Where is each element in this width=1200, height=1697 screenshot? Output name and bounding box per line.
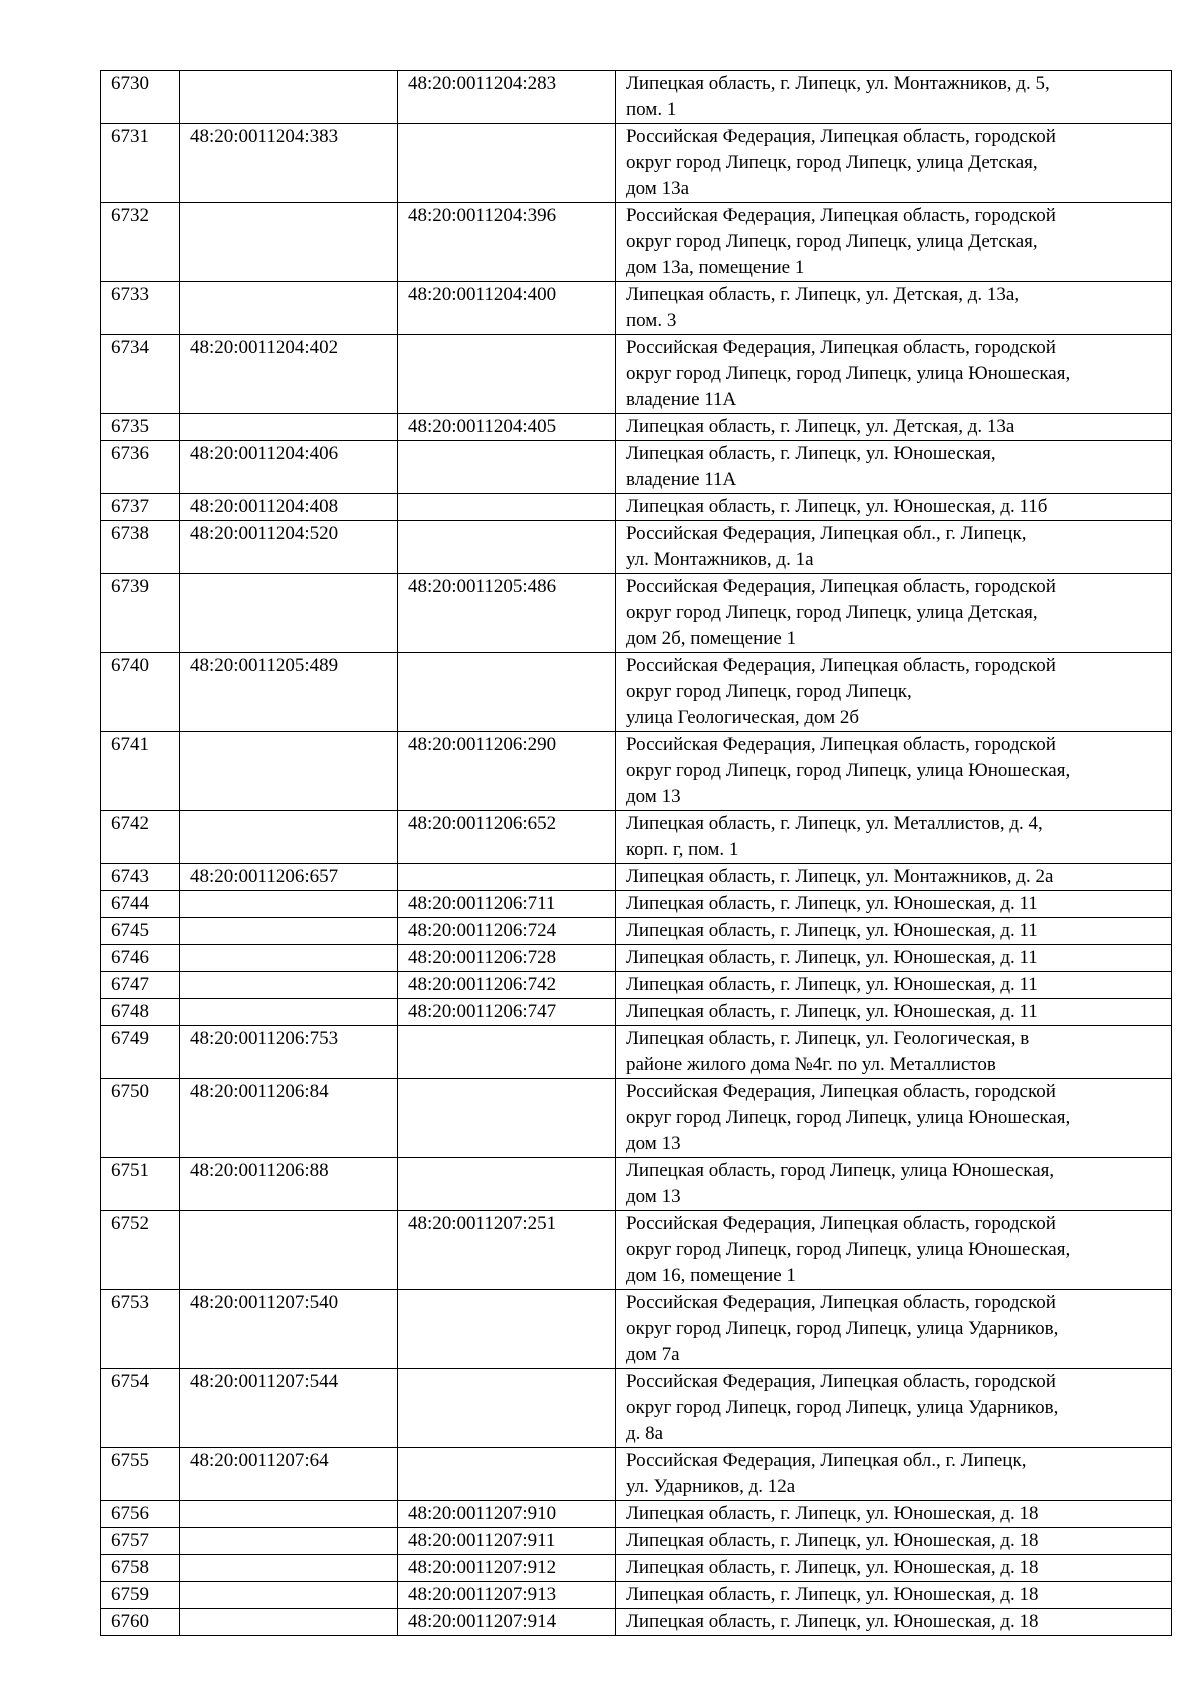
address-cell: Липецкая область, город Липецк, улица Юношеская, дом 13 (616, 1158, 1172, 1211)
row-number-cell: 6748 (101, 999, 180, 1026)
address-cell: Российская Федерация, Липецкая область, городской округ город Липецк, город Липецк, улица Геологическая, дом 2б (616, 653, 1172, 732)
row-number-cell: 6730 (101, 71, 180, 124)
object-cadastral-number-cell: 48:20:0011207:913 (398, 1582, 616, 1609)
land-cadastral-number-cell: 48:20:0011204:402 (180, 335, 398, 414)
table-row (101, 1609, 1172, 1636)
row-number-cell: 6758 (101, 1555, 180, 1582)
land-cadastral-number-cell (180, 414, 398, 441)
table-row (101, 494, 1172, 521)
row-number-cell: 6755 (101, 1448, 180, 1501)
object-cadastral-number-cell (398, 1158, 616, 1211)
row-number-cell: 6736 (101, 441, 180, 494)
object-cadastral-number-cell (398, 494, 616, 521)
table-row (101, 653, 1172, 732)
object-cadastral-number-cell: 48:20:0011206:742 (398, 972, 616, 999)
address-cell: Липецкая область, г. Липецк, ул. Юношеская, д. 18 (616, 1555, 1172, 1582)
land-cadastral-number-cell (180, 945, 398, 972)
row-number-cell: 6735 (101, 414, 180, 441)
land-cadastral-number-cell: 48:20:0011207:544 (180, 1369, 398, 1448)
row-number-cell: 6747 (101, 972, 180, 999)
address-cell: Липецкая область, г. Липецк, ул. Металлистов, д. 4, корп. г, пом. 1 (616, 811, 1172, 864)
table-row (101, 864, 1172, 891)
row-number-cell: 6731 (101, 124, 180, 203)
land-cadastral-number-cell (180, 1555, 398, 1582)
address-cell: Российская Федерация, Липецкая область, городской округ город Липецк, город Липецк, улица Юношеская, дом 13 (616, 732, 1172, 811)
object-cadastral-number-cell: 48:20:0011207:911 (398, 1528, 616, 1555)
object-cadastral-number-cell: 48:20:0011206:724 (398, 918, 616, 945)
row-number-cell: 6753 (101, 1290, 180, 1369)
land-cadastral-number-cell (180, 918, 398, 945)
land-cadastral-number-cell: 48:20:0011206:657 (180, 864, 398, 891)
land-cadastral-number-cell (180, 1211, 398, 1290)
object-cadastral-number-cell (398, 1079, 616, 1158)
address-cell: Российская Федерация, Липецкая область, городской округ город Липецк, город Липецк, улица Детская, дом 2б, помещение 1 (616, 574, 1172, 653)
row-number-cell: 6732 (101, 203, 180, 282)
row-number-cell: 6760 (101, 1609, 180, 1636)
row-number-cell: 6733 (101, 282, 180, 335)
object-cadastral-number-cell: 48:20:0011206:711 (398, 891, 616, 918)
row-number-cell: 6745 (101, 918, 180, 945)
row-number-cell: 6737 (101, 494, 180, 521)
land-cadastral-number-cell: 48:20:0011206:88 (180, 1158, 398, 1211)
object-cadastral-number-cell: 48:20:0011205:486 (398, 574, 616, 653)
land-cadastral-number-cell: 48:20:0011204:520 (180, 521, 398, 574)
land-cadastral-number-cell (180, 891, 398, 918)
land-cadastral-number-cell (180, 972, 398, 999)
land-cadastral-number-cell: 48:20:0011207:64 (180, 1448, 398, 1501)
land-cadastral-number-cell (180, 1609, 398, 1636)
object-cadastral-number-cell (398, 1026, 616, 1079)
address-cell: Липецкая область, г. Липецк, ул. Юношеская, д. 18 (616, 1528, 1172, 1555)
registry-table-body (101, 71, 1172, 1636)
row-number-cell: 6738 (101, 521, 180, 574)
table-row (101, 972, 1172, 999)
row-number-cell: 6756 (101, 1501, 180, 1528)
land-cadastral-number-cell (180, 1528, 398, 1555)
address-cell: Российская Федерация, Липецкая обл., г. Липецк, ул. Монтажников, д. 1а (616, 521, 1172, 574)
address-cell: Липецкая область, г. Липецк, ул. Юношеская, д. 11 (616, 999, 1172, 1026)
object-cadastral-number-cell (398, 864, 616, 891)
address-cell: Липецкая область, г. Липецк, ул. Юношеская, д. 11 (616, 891, 1172, 918)
object-cadastral-number-cell: 48:20:0011206:728 (398, 945, 616, 972)
object-cadastral-number-cell (398, 335, 616, 414)
address-cell: Российская Федерация, Липецкая область, городской округ город Липецк, город Липецк, улица Ударников, д. 8а (616, 1369, 1172, 1448)
row-number-cell: 6751 (101, 1158, 180, 1211)
land-cadastral-number-cell (180, 999, 398, 1026)
land-cadastral-number-cell: 48:20:0011204:383 (180, 124, 398, 203)
land-cadastral-number-cell (180, 1582, 398, 1609)
land-cadastral-number-cell (180, 203, 398, 282)
table-row (101, 1501, 1172, 1528)
object-cadastral-number-cell: 48:20:0011204:400 (398, 282, 616, 335)
row-number-cell: 6759 (101, 1582, 180, 1609)
object-cadastral-number-cell (398, 521, 616, 574)
table-row (101, 335, 1172, 414)
table-row (101, 811, 1172, 864)
land-cadastral-number-cell (180, 71, 398, 124)
address-cell: Липецкая область, г. Липецк, ул. Детская, д. 13а, пом. 3 (616, 282, 1172, 335)
land-cadastral-number-cell (180, 1501, 398, 1528)
address-cell: Липецкая область, г. Липецк, ул. Юношеская, владение 11А (616, 441, 1172, 494)
object-cadastral-number-cell (398, 1369, 616, 1448)
table-row (101, 1528, 1172, 1555)
address-cell: Липецкая область, г. Липецк, ул. Монтажников, д. 5, пом. 1 (616, 71, 1172, 124)
row-number-cell: 6739 (101, 574, 180, 653)
row-number-cell: 6734 (101, 335, 180, 414)
table-row (101, 918, 1172, 945)
object-cadastral-number-cell (398, 1448, 616, 1501)
address-cell: Липецкая область, г. Липецк, ул. Монтажников, д. 2а (616, 864, 1172, 891)
table-row (101, 999, 1172, 1026)
table-row (101, 124, 1172, 203)
row-number-cell: 6743 (101, 864, 180, 891)
land-cadastral-number-cell: 48:20:0011204:408 (180, 494, 398, 521)
row-number-cell: 6744 (101, 891, 180, 918)
row-number-cell: 6742 (101, 811, 180, 864)
table-row (101, 574, 1172, 653)
table-row (101, 441, 1172, 494)
land-cadastral-number-cell (180, 732, 398, 811)
table-row (101, 1555, 1172, 1582)
table-row (101, 1026, 1172, 1079)
row-number-cell: 6757 (101, 1528, 180, 1555)
table-row (101, 945, 1172, 972)
object-cadastral-number-cell: 48:20:0011206:652 (398, 811, 616, 864)
land-cadastral-number-cell (180, 811, 398, 864)
address-cell: Липецкая область, г. Липецк, ул. Юношеская, д. 11 (616, 918, 1172, 945)
address-cell: Липецкая область, г. Липецк, ул. Юношеская, д. 11 (616, 972, 1172, 999)
land-cadastral-number-cell: 48:20:0011206:84 (180, 1079, 398, 1158)
object-cadastral-number-cell: 48:20:0011204:283 (398, 71, 616, 124)
row-number-cell: 6749 (101, 1026, 180, 1079)
object-cadastral-number-cell: 48:20:0011207:910 (398, 1501, 616, 1528)
row-number-cell: 6746 (101, 945, 180, 972)
table-row (101, 71, 1172, 124)
address-cell: Липецкая область, г. Липецк, ул. Геологическая, в районе жилого дома №4г. по ул. Металлистов (616, 1026, 1172, 1079)
row-number-cell: 6752 (101, 1211, 180, 1290)
table-row (101, 1369, 1172, 1448)
table-row (101, 1079, 1172, 1158)
table-row (101, 203, 1172, 282)
table-row (101, 1448, 1172, 1501)
object-cadastral-number-cell: 48:20:0011204:396 (398, 203, 616, 282)
object-cadastral-number-cell: 48:20:0011207:914 (398, 1609, 616, 1636)
address-cell: Липецкая область, г. Липецк, ул. Юношеская, д. 11б (616, 494, 1172, 521)
table-row (101, 1582, 1172, 1609)
object-cadastral-number-cell: 48:20:0011207:251 (398, 1211, 616, 1290)
row-number-cell: 6740 (101, 653, 180, 732)
object-cadastral-number-cell: 48:20:0011206:290 (398, 732, 616, 811)
object-cadastral-number-cell: 48:20:0011206:747 (398, 999, 616, 1026)
land-cadastral-number-cell: 48:20:0011205:489 (180, 653, 398, 732)
address-cell: Российская Федерация, Липецкая область, городской округ город Липецк, город Липецк, улица Детская, дом 13а (616, 124, 1172, 203)
address-cell: Российская Федерация, Липецкая область, городской округ город Липецк, город Липецк, улица Детская, дом 13а, помещение 1 (616, 203, 1172, 282)
address-cell: Липецкая область, г. Липецк, ул. Юношеская, д. 18 (616, 1501, 1172, 1528)
object-cadastral-number-cell (398, 653, 616, 732)
land-cadastral-number-cell (180, 574, 398, 653)
address-cell: Липецкая область, г. Липецк, ул. Юношеская, д. 18 (616, 1609, 1172, 1636)
object-cadastral-number-cell (398, 124, 616, 203)
object-cadastral-number-cell (398, 441, 616, 494)
table-row (101, 891, 1172, 918)
address-cell: Российская Федерация, Липецкая область, городской округ город Липецк, город Липецк, улица Юношеская, дом 16, помещение 1 (616, 1211, 1172, 1290)
object-cadastral-number-cell: 48:20:0011204:405 (398, 414, 616, 441)
address-cell: Липецкая область, г. Липецк, ул. Детская, д. 13а (616, 414, 1172, 441)
table-row (101, 521, 1172, 574)
table-row (101, 282, 1172, 335)
address-cell: Российская Федерация, Липецкая область, городской округ город Липецк, город Липецк, улица Юношеская, дом 13 (616, 1079, 1172, 1158)
object-cadastral-number-cell (398, 1290, 616, 1369)
row-number-cell: 6750 (101, 1079, 180, 1158)
table-row (101, 1158, 1172, 1211)
object-cadastral-number-cell: 48:20:0011207:912 (398, 1555, 616, 1582)
table-row (101, 1211, 1172, 1290)
registry-table (100, 70, 1172, 1636)
row-number-cell: 6754 (101, 1369, 180, 1448)
land-cadastral-number-cell: 48:20:0011207:540 (180, 1290, 398, 1369)
land-cadastral-number-cell (180, 282, 398, 335)
address-cell: Липецкая область, г. Липецк, ул. Юношеская, д. 18 (616, 1582, 1172, 1609)
land-cadastral-number-cell: 48:20:0011206:753 (180, 1026, 398, 1079)
address-cell: Российская Федерация, Липецкая область, городской округ город Липецк, город Липецк, улица Юношеская, владение 11А (616, 335, 1172, 414)
address-cell: Российская Федерация, Липецкая область, городской округ город Липецк, город Липецк, улица Ударников, дом 7а (616, 1290, 1172, 1369)
table-row (101, 414, 1172, 441)
row-number-cell: 6741 (101, 732, 180, 811)
table-row (101, 1290, 1172, 1369)
address-cell: Липецкая область, г. Липецк, ул. Юношеская, д. 11 (616, 945, 1172, 972)
table-row (101, 732, 1172, 811)
land-cadastral-number-cell: 48:20:0011204:406 (180, 441, 398, 494)
address-cell: Российская Федерация, Липецкая обл., г. Липецк, ул. Ударников, д. 12а (616, 1448, 1172, 1501)
